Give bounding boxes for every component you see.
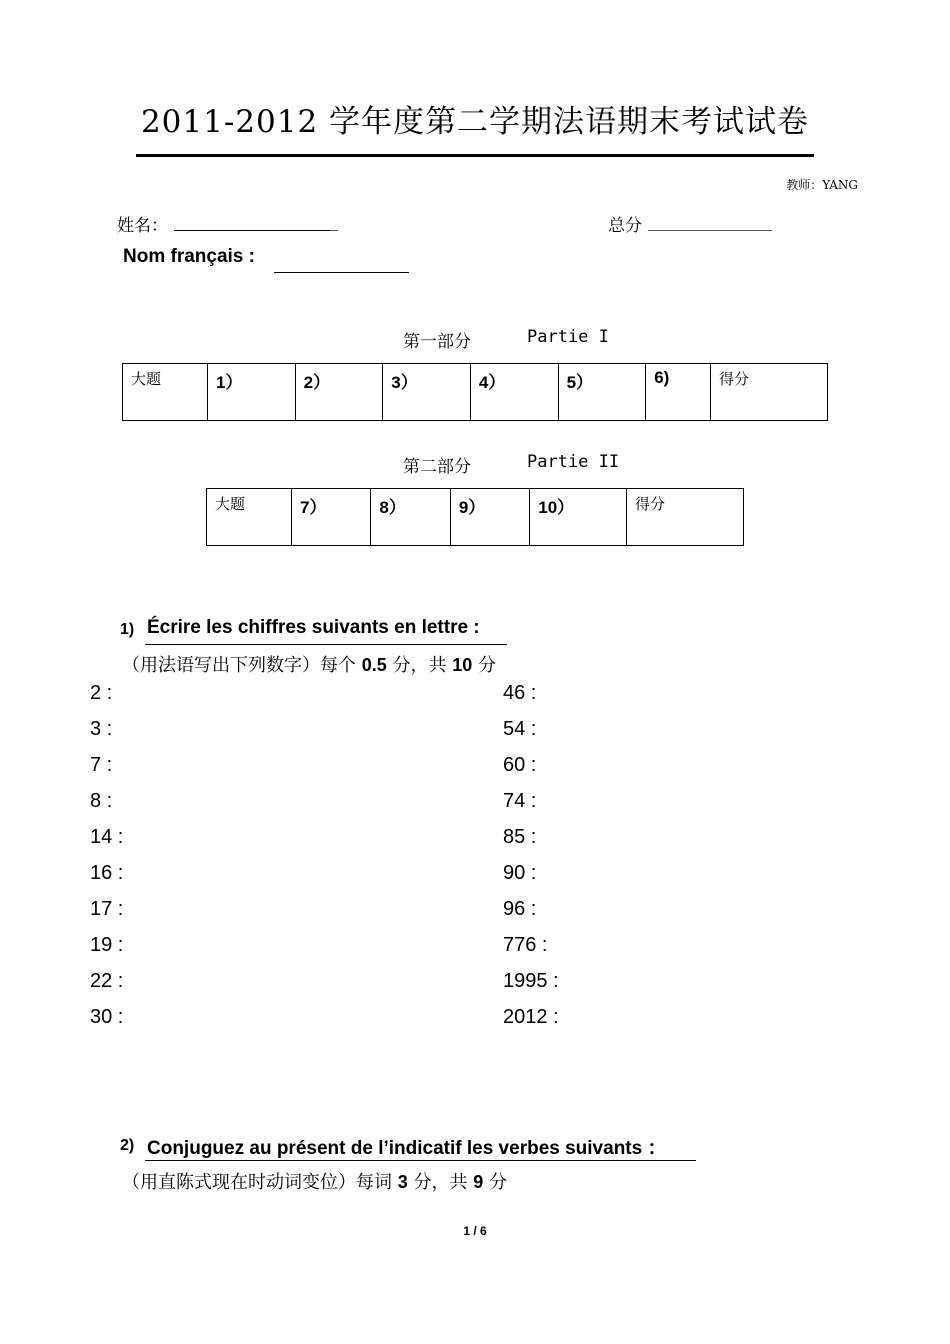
part1-score-table xyxy=(122,363,828,421)
part1-cell-q1[interactable]: 1） xyxy=(208,364,296,421)
q1-right-item: 85 : xyxy=(503,826,537,848)
q1-left-item: 17 : xyxy=(90,898,124,920)
q1-points-each: 0.5 xyxy=(361,655,387,675)
q1-right-item: 74 : xyxy=(503,790,537,812)
teacher-label: 教师：YANG xyxy=(786,178,858,192)
q1-instr-text-3: 分 xyxy=(478,655,496,676)
part1-cell-q5[interactable]: 5） xyxy=(558,364,646,421)
part1-cell-q2[interactable]: 2） xyxy=(295,364,383,421)
q1-left-item: 16 : xyxy=(90,862,124,884)
q1-left-item: 2 : xyxy=(90,682,113,704)
total-score-blank[interactable] xyxy=(648,230,772,231)
part1-cell-q4[interactable]: 4） xyxy=(470,364,558,421)
part2-cell-label: 大题 xyxy=(207,489,292,546)
part2-cell-q10[interactable]: 10） xyxy=(530,489,627,546)
name-blank[interactable] xyxy=(174,230,330,231)
q1-right-item: 90 : xyxy=(503,862,537,884)
total-score-label: 总分 xyxy=(608,216,642,236)
title-underline xyxy=(136,154,814,157)
part1-cell-q6[interactable]: 6) xyxy=(646,364,711,421)
q1-left-item: 14 : xyxy=(90,826,124,848)
q1-right-item: 54 : xyxy=(503,718,537,740)
page-number: 1 / 6 xyxy=(463,1224,487,1238)
q1-left-item: 30 : xyxy=(90,1006,124,1028)
q2-number: 2) xyxy=(120,1137,135,1154)
q1-number: 1) xyxy=(120,621,135,638)
q1-title: Écrire les chiffres suivants en lettre : xyxy=(147,617,480,638)
part1-heading: 第一部分 xyxy=(403,332,471,352)
q2-instructions xyxy=(122,1168,507,1194)
q2-instr-text-2: 分，共 xyxy=(413,1172,468,1193)
part2-score-table xyxy=(206,488,744,546)
q1-right-item: 96 : xyxy=(503,898,537,920)
q1-left-item: 7 : xyxy=(90,754,113,776)
q1-title-underline xyxy=(145,644,507,645)
french-name-label: Nom français : xyxy=(123,246,255,267)
part1-cell-score[interactable]: 得分 xyxy=(711,364,828,421)
q1-right-item: 46 : xyxy=(503,682,537,704)
q1-points-total: 10 xyxy=(452,655,473,675)
part2-cell-q7[interactable]: 7） xyxy=(292,489,371,546)
q1-right-item: 776 : xyxy=(503,934,548,956)
part2-cell-q9[interactable]: 9） xyxy=(450,489,529,546)
q2-title-underline xyxy=(145,1160,696,1161)
q1-instructions xyxy=(122,651,496,677)
q1-instr-text-2: 分，共 xyxy=(392,655,447,676)
q1-left-item: 3 : xyxy=(90,718,113,740)
part2-heading-fr: Partie II xyxy=(527,452,620,472)
q2-instr-text-3: 分 xyxy=(488,1172,507,1193)
part2-cell-q8[interactable]: 8） xyxy=(371,489,450,546)
french-name-blank[interactable] xyxy=(274,272,409,273)
part1-cell-q3[interactable]: 3） xyxy=(383,364,471,421)
q1-right-item: 2012 : xyxy=(503,1006,559,1028)
name-blank-tail xyxy=(330,230,338,231)
q2-instr-text: （用直陈式现在时动词变位）每词 xyxy=(122,1172,392,1193)
q2-points-each: 3 xyxy=(397,1172,408,1192)
q1-right-item: 1995 : xyxy=(503,970,559,992)
exam-title: 2011-2012 学年度第二学期法语期末考试试卷 xyxy=(140,104,810,140)
q2-points-total: 9 xyxy=(473,1172,484,1192)
q1-left-item: 22 : xyxy=(90,970,124,992)
part2-cell-score[interactable]: 得分 xyxy=(627,489,744,546)
part2-heading: 第二部分 xyxy=(403,457,471,477)
q1-instr-text: （用法语写出下列数字）每个 xyxy=(122,655,356,676)
q1-right-item: 60 : xyxy=(503,754,537,776)
q1-left-item: 8 : xyxy=(90,790,113,812)
part1-heading-fr: Partie I xyxy=(527,327,609,347)
part1-cell-label: 大题 xyxy=(123,364,208,421)
q1-left-item: 19 : xyxy=(90,934,124,956)
name-label: 姓名： xyxy=(117,216,168,236)
q2-title: Conjuguez au présent de l’indicatif les verbes suivants ： xyxy=(147,1138,667,1159)
